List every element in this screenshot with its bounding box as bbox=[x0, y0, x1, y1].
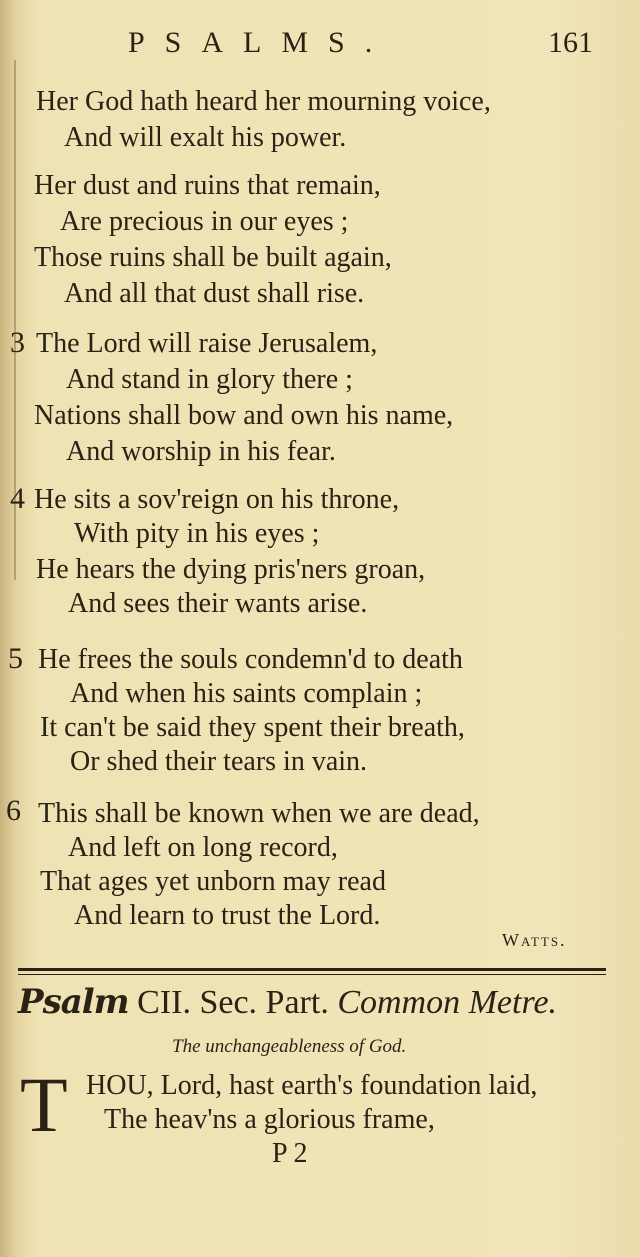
psalm-metre: Common Metre. bbox=[337, 984, 558, 1021]
verse-line: This shall be known when we are dead, bbox=[38, 798, 480, 829]
verse-line: The Lord will raise Jerusalem, bbox=[36, 328, 378, 359]
drop-cap: T bbox=[20, 1061, 68, 1148]
running-head: PSALMS. bbox=[128, 26, 393, 59]
stanza-number: 5 bbox=[8, 642, 23, 675]
verse-line: And sees their wants arise. bbox=[68, 588, 368, 619]
verse-line: HOU, Lord, hast earth's foundation laid, bbox=[86, 1070, 538, 1101]
verse-line: And stand in glory there ; bbox=[66, 364, 353, 395]
verse-line: Nations shall bow and own his name, bbox=[34, 400, 454, 431]
verse-line: Her dust and ruins that remain, bbox=[34, 170, 381, 201]
signature-mark: P 2 bbox=[272, 1138, 308, 1169]
verse-line: With pity in his eyes ; bbox=[74, 518, 320, 549]
verse-line: Or shed their tears in vain. bbox=[70, 746, 368, 777]
verse-line: And when his saints complain ; bbox=[70, 678, 423, 709]
section-rule bbox=[18, 968, 606, 971]
verse-line: Those ruins shall be built again, bbox=[34, 242, 392, 273]
verse-line: That ages yet unborn may read bbox=[40, 866, 386, 897]
psalm-heading bbox=[18, 982, 557, 1022]
verse-line: He frees the souls condemn'd to death bbox=[38, 644, 463, 675]
section-rule-thin bbox=[18, 974, 606, 975]
psalm-subtitle: The unchangeableness of God. bbox=[172, 1036, 407, 1057]
verse-line: The heav'ns a glorious frame, bbox=[104, 1104, 435, 1135]
verse-line: He hears the dying pris'ners groan, bbox=[36, 554, 426, 585]
page-number: 161 bbox=[548, 26, 593, 59]
stanza-number: 6 bbox=[6, 794, 21, 827]
verse-line: Her God hath heard her mourning voice, bbox=[36, 86, 491, 117]
verse-line: And left on long record, bbox=[68, 832, 338, 863]
verse-line: And all that dust shall rise. bbox=[64, 278, 365, 309]
psalm-label: Psalm bbox=[18, 982, 129, 1022]
verse-line: And will exalt his power. bbox=[64, 122, 347, 153]
stanza-number: 3 bbox=[10, 326, 25, 359]
verse-line: And worship in his fear. bbox=[66, 436, 336, 467]
stanza-number: 4 bbox=[10, 482, 25, 515]
verse-line: And learn to trust the Lord. bbox=[74, 900, 381, 931]
page-header bbox=[0, 22, 640, 62]
psalm-number: CII. Sec. Part. bbox=[137, 984, 329, 1021]
verse-line: He sits a sov'reign on his throne, bbox=[34, 484, 400, 515]
author-attribution: Watts. bbox=[502, 930, 567, 950]
verse-line: Are precious in our eyes ; bbox=[60, 206, 349, 237]
verse-line: It can't be said they spent their breath, bbox=[40, 712, 465, 743]
